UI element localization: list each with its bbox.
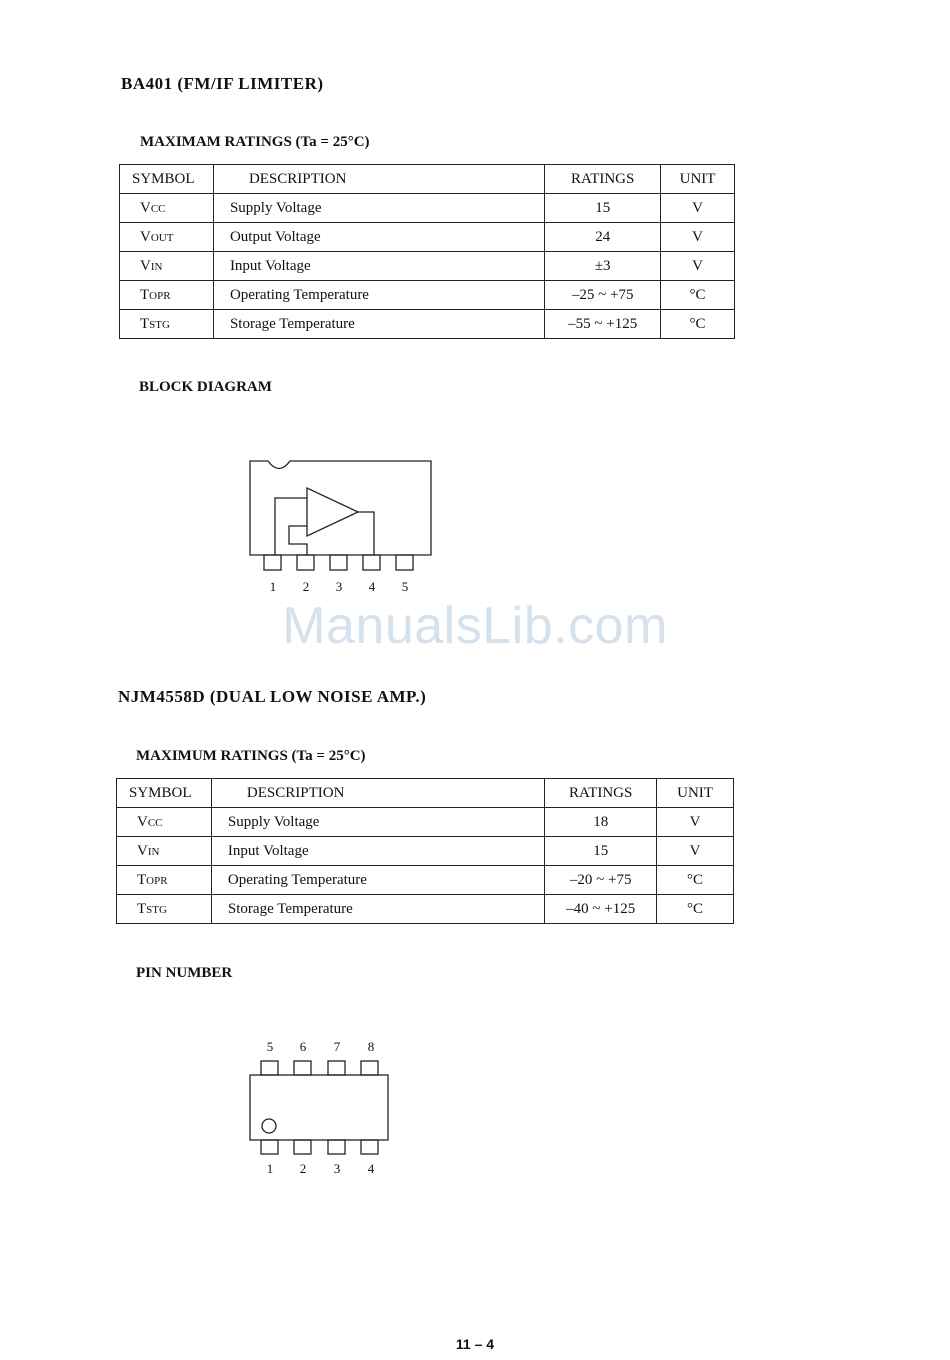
header-symbol: SYMBOL: [120, 165, 214, 194]
symbol-cell: [120, 223, 214, 252]
pin-label: 1: [269, 579, 277, 594]
symbol-cell: [117, 808, 212, 837]
rating-cell: –25 ~ +75: [545, 281, 661, 310]
njm4558d-title: NJM4558D (DUAL LOW NOISE AMP.): [118, 687, 427, 706]
pin-label: 3: [333, 1161, 341, 1176]
ba401-block-diagram: [240, 452, 440, 577]
njm4558d-ratings-table: [116, 778, 734, 924]
symbol-sub: OPR: [149, 289, 171, 302]
pin-icon: [361, 1140, 378, 1154]
unit-cell: V: [657, 837, 734, 866]
unit-cell: V: [661, 194, 735, 223]
pin-icon: [294, 1061, 311, 1075]
symbol-sub: OPR: [146, 874, 168, 887]
unit-cell: °C: [661, 310, 735, 339]
pin-icon: [261, 1061, 278, 1075]
symbol-cell: [120, 310, 214, 339]
symbol-cell: [117, 866, 212, 895]
pin-icon: [396, 555, 413, 570]
table-row: [120, 252, 735, 281]
pin-label: 8: [367, 1039, 375, 1054]
pin-label: 5: [266, 1039, 274, 1054]
rating-cell: 24: [545, 223, 661, 252]
symbol-sub: STG: [149, 318, 170, 331]
pin-icon: [264, 555, 281, 570]
symbol-main: V: [140, 257, 151, 274]
symbol-sub: CC: [150, 202, 166, 215]
description-cell: Supply Voltage: [213, 194, 544, 223]
description-cell: Input Voltage: [211, 837, 544, 866]
pin-label: 6: [299, 1039, 307, 1054]
description-cell: Operating Temperature: [211, 866, 544, 895]
pin-label: 3: [335, 579, 343, 594]
pin-label: 5: [401, 579, 409, 594]
description-cell: Supply Voltage: [211, 808, 544, 837]
njm4558d-ratings-title: MAXIMUM RATINGS (Ta = 25°C): [136, 748, 366, 764]
pin-number-title: PIN NUMBER: [136, 965, 233, 981]
table-row: [120, 223, 735, 252]
symbol-main: T: [137, 871, 147, 888]
pin-icon: [297, 555, 314, 570]
amplifier-icon: [307, 488, 358, 536]
table-row: [117, 866, 734, 895]
symbol-cell: [120, 194, 214, 223]
ba401-title: BA401 (FM/IF LIMITER): [121, 74, 324, 93]
unit-cell: °C: [661, 281, 735, 310]
unit-cell: °C: [657, 866, 734, 895]
description-cell: Storage Temperature: [211, 895, 544, 924]
pin-label: 1: [266, 1161, 274, 1176]
pin-icon: [361, 1061, 378, 1075]
description-cell: Output Voltage: [213, 223, 544, 252]
pin-label: 2: [299, 1161, 307, 1176]
table-row: [117, 837, 734, 866]
block-diagram-title: BLOCK DIAGRAM: [139, 379, 272, 395]
symbol-sub: IN: [150, 260, 163, 273]
description-cell: Storage Temperature: [213, 310, 544, 339]
symbol-main: T: [137, 900, 147, 917]
pin-label: 7: [333, 1039, 341, 1054]
unit-cell: °C: [657, 895, 734, 924]
pin-icon: [294, 1140, 311, 1154]
header-ratings: RATINGS: [545, 779, 657, 808]
table-header-row: [117, 779, 734, 808]
pin-icon: [330, 555, 347, 570]
ba401-ratings-table: [119, 164, 735, 339]
symbol-sub: IN: [147, 845, 160, 858]
pin-label: 4: [368, 579, 376, 594]
pin-label: 2: [302, 579, 310, 594]
symbol-main: V: [140, 228, 151, 245]
njm4558d-pin-diagram: [240, 1055, 400, 1159]
watermark: ManualsLib.com: [282, 597, 668, 655]
header-ratings: RATINGS: [545, 165, 661, 194]
rating-cell: 15: [545, 194, 661, 223]
rating-cell: 15: [545, 837, 657, 866]
symbol-main: T: [140, 286, 150, 303]
table-row: [117, 895, 734, 924]
table-header-row: [120, 165, 735, 194]
rating-cell: –55 ~ +125: [545, 310, 661, 339]
symbol-main: V: [137, 842, 148, 859]
package-outline: [250, 461, 431, 555]
description-cell: Input Voltage: [213, 252, 544, 281]
symbol-cell: [117, 895, 212, 924]
unit-cell: V: [661, 223, 735, 252]
pin-label: 4: [367, 1161, 375, 1176]
table-row: [120, 194, 735, 223]
table-row: [117, 808, 734, 837]
rating-cell: ±3: [545, 252, 661, 281]
symbol-cell: [120, 281, 214, 310]
page-number: 11 – 4: [455, 1336, 495, 1352]
symbol-sub: OUT: [150, 231, 174, 244]
symbol-main: V: [137, 813, 148, 830]
pin-icon: [363, 555, 380, 570]
ba401-ratings-title: MAXIMAM RATINGS (Ta = 25°C): [140, 134, 370, 150]
symbol-cell: [117, 837, 212, 866]
symbol-sub: STG: [146, 903, 167, 916]
pin-icon: [328, 1140, 345, 1154]
description-cell: Operating Temperature: [213, 281, 544, 310]
pin-icon: [328, 1061, 345, 1075]
symbol-sub: CC: [147, 816, 163, 829]
table-row: [120, 310, 735, 339]
header-description: DESCRIPTION: [211, 779, 544, 808]
pin1-marker-icon: [262, 1119, 276, 1133]
rating-cell: 18: [545, 808, 657, 837]
rating-cell: –20 ~ +75: [545, 866, 657, 895]
header-unit: UNIT: [657, 779, 734, 808]
unit-cell: V: [657, 808, 734, 837]
unit-cell: V: [661, 252, 735, 281]
symbol-cell: [120, 252, 214, 281]
symbol-main: T: [140, 315, 150, 332]
header-description: DESCRIPTION: [213, 165, 544, 194]
table-row: [120, 281, 735, 310]
header-symbol: SYMBOL: [117, 779, 212, 808]
pin-icon: [261, 1140, 278, 1154]
rating-cell: –40 ~ +125: [545, 895, 657, 924]
symbol-main: V: [140, 199, 151, 216]
header-unit: UNIT: [661, 165, 735, 194]
package-outline: [250, 1075, 388, 1140]
